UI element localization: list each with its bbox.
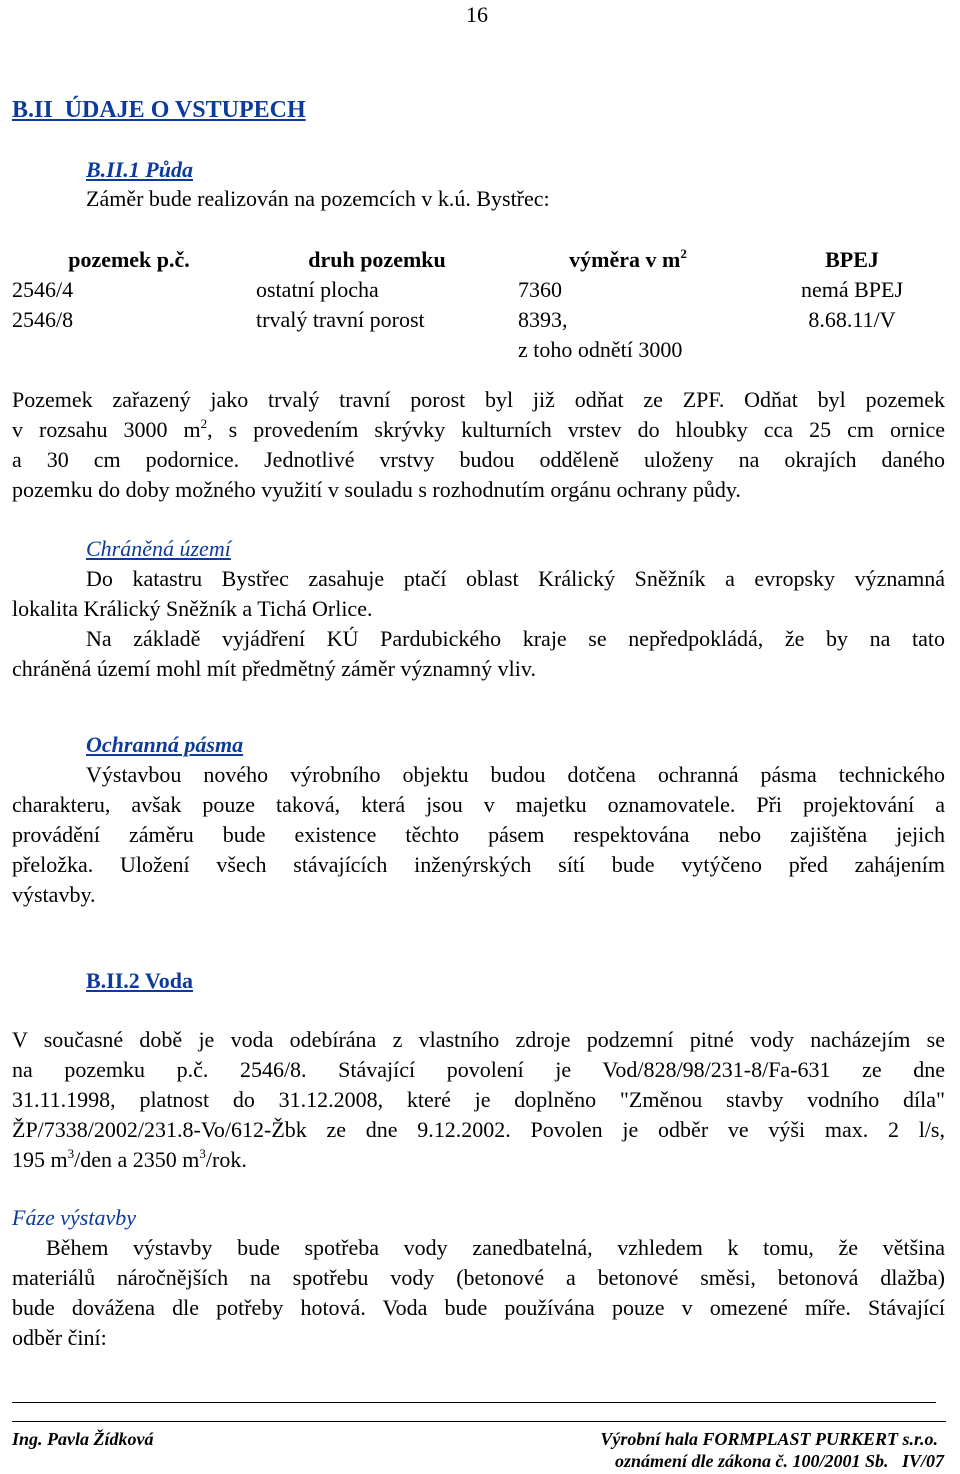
soil-intro: Záměr bude realizován na pozemcích v k.ú. Bystřec: (86, 186, 550, 211)
soil-paragraph: Pozemek zařazený jako trvalý travní porost byl již odňat ze ZPF. Odňat byl pozemek v rozsahu 3000 $m^2$, s provedením skrývky kulturních vrstev do hloubky cca 25 cm ornice a 30 cm podornice. Jednotlivé vrstvy budou odděleně uloženy na okrajích daného pozemku do doby možného využití v souladu s rozhodnutím orgánu ochrany půdy. (12, 387, 945, 502)
cell-bpej: 8.68.11/V (808, 307, 896, 332)
parcels-table (12, 245, 956, 365)
construction-paragraph: Během výstavby bude spotřeba vody zanedbatelná, vzhledem k tomu, že většina materiálů náročnějších na spotřebu vody (betonové a betonové směsi, betonová dlažba) bude dovážena dle potřeby hotová. Voda bude používána pouze v omezené míře. Stávající odběr činí: (12, 1235, 945, 1350)
water-heading: B.II.2 Voda (86, 968, 194, 993)
construction-heading: Fáze výstavby (12, 1205, 136, 1230)
table-row (12, 305, 956, 365)
protected-paragraph: Do katastru Bystřec zasahuje ptačí oblast Králický Sněžník a evropsky významná lokalita Králický Sněžník a Tichá Orlice. Na základě vyjádření KÚ Pardubického kraje se nepředpokládá, že by na tato chráněná území mohl mít předmětný záměr významný vliv. (12, 566, 945, 681)
cell-parcel: 2546/8 (12, 307, 74, 332)
page-number: 16 (466, 2, 488, 27)
section-heading: B.II ÚDAJE O VSTUPECH (12, 97, 306, 123)
col-header-area: výměra v $m^2$ (569, 245, 687, 272)
table-header-row (12, 245, 956, 275)
protected-heading: Chráněná území (86, 536, 231, 561)
footer-rule-top (12, 1402, 936, 1403)
zones-paragraph: Výstavbou nového výrobního objektu budou dotčena ochranná pásma technického charakteru, avšak pouze taková, která jsou v majetku oznamovatele. Při projektování a provádění záměru bude existence těchto pásem respektována nebo zajištěna jejich přeložka. Uložení všech stávajících inženýrských sítí bude vytýčeno před zahájením výstavby. (12, 762, 945, 907)
table-row (12, 275, 956, 305)
footer-author: Ing. Pavla Žídková (12, 1429, 154, 1449)
cell-type: trvalý travní porost (256, 307, 425, 332)
col-header-type: druh pozemku (308, 247, 446, 272)
footer-notice: oznámení dle zákona č. 100/2001 Sb. IV/07 (614, 1451, 944, 1471)
soil-heading: B.II.1 Půda (86, 157, 193, 182)
cell-area: 7360 (518, 277, 562, 302)
cell-area: 8393, z toho odnětí 3000 (518, 307, 683, 362)
cell-bpej: nemá BPEJ (800, 277, 904, 302)
cell-parcel: 2546/4 (12, 277, 74, 302)
footer-project: Výrobní hala FORMPLAST PURKERT s.r.o. (600, 1429, 938, 1449)
water-paragraph: V současné době je voda odebírána z vlastního zdroje podzemní pitné vody nacházejím se na pozemku p.č. 2546/8. Stávající povolení je Vod/828/98/231-8/Fa-631 ze dne 31.11.1998, platnost do 31.12.2008, které je doplněno "Změnou stavby vodního díla" ŽP/7338/2002/231.8-Vo/612-Žbk ze dne 9.12.2002. Povolen je odběr ve výši max. 2 l/s, 195 $m^3$/den a 2350 $m^3$/rok. (12, 1027, 945, 1172)
footer-rule-bottom (12, 1421, 946, 1422)
col-header-bpej: BPEJ (825, 247, 879, 272)
col-header-parcel: pozemek p.č. (68, 247, 190, 272)
zones-heading: Ochranná pásma (86, 732, 244, 757)
cell-type: ostatní plocha (256, 277, 379, 302)
